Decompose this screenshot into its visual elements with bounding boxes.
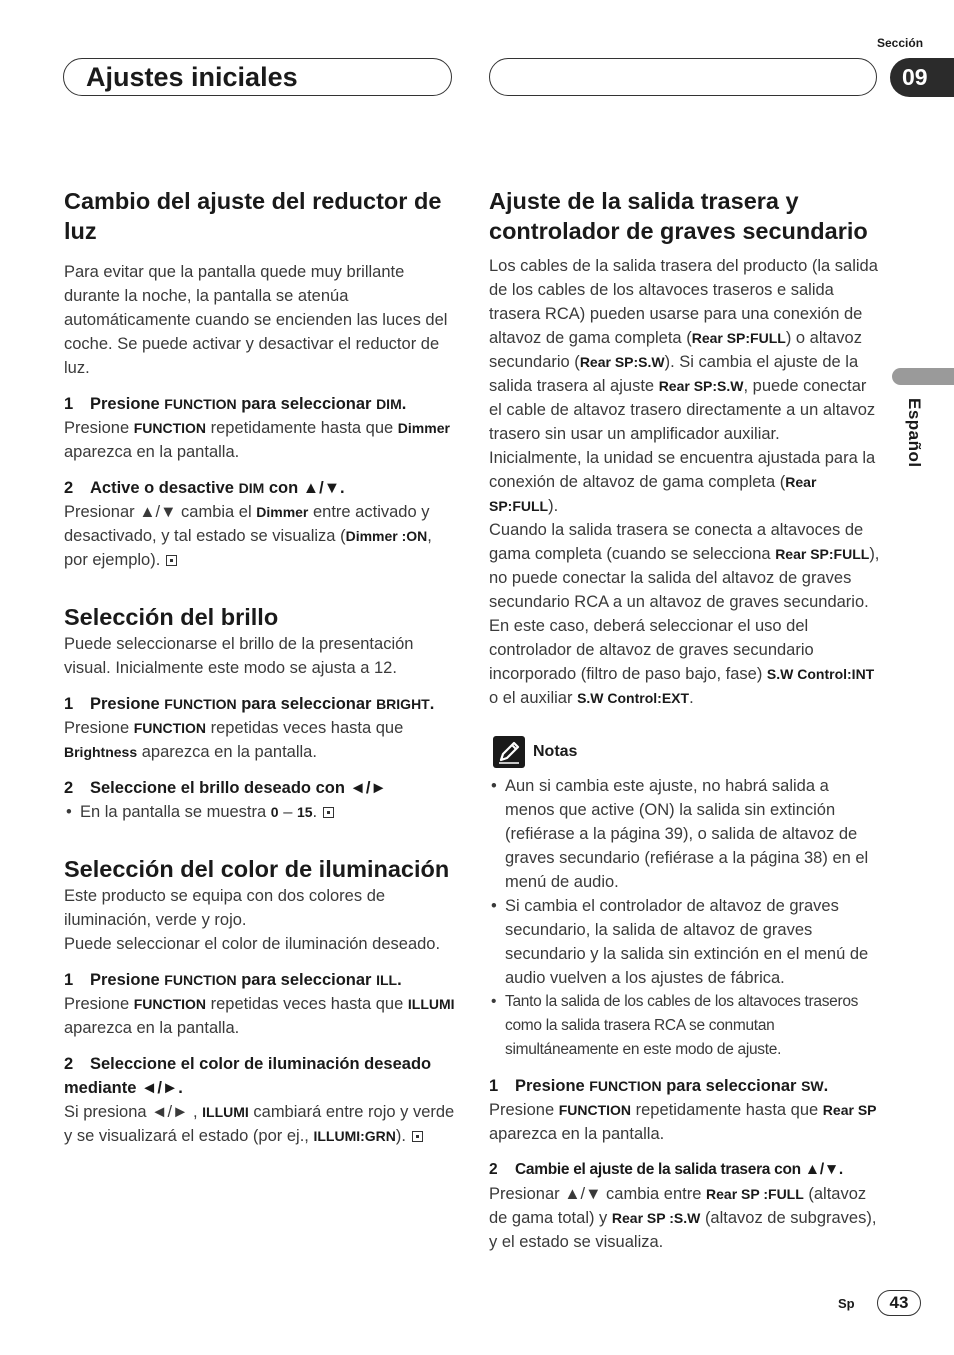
illumination-step-1: 1 Presione FUNCTION para seleccionar ILL. [64, 971, 402, 989]
footer-lang-code: Sp [838, 1296, 855, 1311]
notes-list [489, 774, 881, 1062]
heading-illumination: Selección del color de iluminación [64, 856, 450, 882]
rear-output-step-1: 1 Presione FUNCTION para seleccionar SW. [489, 1077, 829, 1095]
illumination-intro-2: Puede seleccionar el color de iluminación deseado. [64, 935, 441, 953]
note-item: • Si cambia el controlador de altavoz de graves secundario, la salida de altavoz de graves secundario y la salida sin extinción en el menú de audio vuelven a los ajustes de fábrica. [489, 894, 881, 990]
note-item: • Tanto la salida de los cables de los altavoces traseros como la salida trasera RCA se conmutan simultáneamente en este modo de ajuste. [489, 990, 881, 1062]
note-pencil-icon [493, 736, 525, 768]
illumination-step-2: 2 Seleccione el color de iluminación deseado mediante ◄/►. [64, 1055, 432, 1097]
heading-dimmer: Cambio del ajuste del reductor de luz [64, 188, 442, 244]
brightness-step-2: 2 Seleccione el brillo deseado con ◄/► [64, 779, 387, 797]
section-number-badge: 09 [890, 58, 954, 97]
left-column [64, 186, 456, 1148]
dimmer-step-2: 2 Active o desactive DIM con ▲/▼. [64, 479, 345, 497]
brightness-step-1: 1 Presione FUNCTION para seleccionar BRIGHT. [64, 695, 435, 713]
end-mark-icon [166, 555, 177, 566]
illumination-intro-1: Este producto se equipa con dos colores de iluminación, verde y rojo. [64, 887, 386, 929]
illumination-step-1-body: Presione FUNCTION repetidas veces hasta que ILLUMI aparezca en la pantalla. [64, 995, 455, 1037]
rear-output-para-1: Los cables de la salida trasera del producto (la salida de los cables de los altavoces traseros e salida trasera RCA) pueden usarse para una conexión de altavoz de gama completa (Rear SP:FULL) o altavoz secundario (Rear SP:S.W). Si cambia el ajuste de la salida trasera al ajuste Rear SP:S.W, puede conectar el cable de altavoz trasero directamente a un altavoz trasero sin usar un amplificador auxiliar. [489, 257, 878, 443]
notes-label: Notas [533, 743, 578, 760]
brightness-step-1-body: Presione FUNCTION repetidas veces hasta que Brightness aparezca en la pantalla. [64, 719, 404, 761]
heading-rear-output: Ajuste de la salida trasera y controlador de graves secundario [489, 188, 868, 244]
illumination-step-2-body: Si presiona ◄/► , ILLUMI cambiará entre rojo y verde y se visualizará el estado (por ej., ILLUMI:GRN). [64, 1103, 455, 1145]
title-pill [63, 58, 452, 96]
dimmer-step-1-body: Presione FUNCTION repetidamente hasta que Dimmer aparezca en la pantalla. [64, 419, 450, 461]
rear-output-step-2-body: Presionar ▲/▼ cambia entre Rear SP :FULL (altavoz de gama total) y Rear SP :S.W (altavoz de subgraves), y el estado se visualiza. [489, 1185, 877, 1251]
language-tab-marker [892, 368, 954, 385]
language-label: Español [905, 398, 924, 468]
dimmer-step-2-body: Presionar ▲/▼ cambia el Dimmer entre activado y desactivado, y tal estado se visualiza (Dimmer :ON, por ejemplo). [64, 503, 432, 569]
note-item: • Aun si cambia este ajuste, no habrá salida a menos que active (ON) la salida sin extinción (refiérase a la página 39), o salida de altavoz de graves secundario (refiérase a la página 38) en el menú de audio. [489, 774, 881, 894]
rear-output-para-3: Cuando la salida trasera se conecta a altavoces de gama completa (cuando se selecciona Rear SP:FULL), no puede conectar la salida del altavoz de graves secundario RCA a un altavoz de graves secundario. En este caso, deberá seleccionar el uso del controlador de altavoz de graves secundario incorporado (filtro de paso bajo, fase) S.W Control:INT o el auxiliar S.W Control:EXT. [489, 521, 880, 707]
end-mark-icon [323, 807, 334, 818]
heading-brightness: Selección del brillo [64, 604, 279, 630]
page-number: 43 [877, 1290, 921, 1316]
rear-output-para-2: Inicialmente, la unidad se encuentra ajustada para la conexión de altavoz de gama completa (Rear SP:FULL). [489, 449, 876, 515]
right-column [489, 186, 881, 1254]
dimmer-intro: Para evitar que la pantalla quede muy brillante durante la noche, la pantalla se atenúa automáticamente cuando se encienden las luces del coche. Se puede activar y desactivar el reductor de luz. [64, 263, 448, 377]
rear-output-step-1-body: Presione FUNCTION repetidamente hasta que Rear SP aparezca en la pantalla. [489, 1101, 877, 1143]
notes-header [489, 736, 881, 768]
brightness-intro: Puede seleccionarse el brillo de la presentación visual. Inicialmente este modo se ajusta a 12. [64, 635, 414, 677]
rear-output-step-2: 2 Cambie el ajuste de la salida trasera con ▲/▼. [489, 1161, 843, 1178]
end-mark-icon [412, 1131, 423, 1142]
brightness-step-2-bullet: • En la pantalla se muestra 0 – 15. [64, 800, 456, 824]
section-label: Sección [877, 36, 924, 50]
dimmer-step-1: 1 Presione FUNCTION para seleccionar DIM. [64, 395, 407, 413]
page-title: Ajustes iniciales [86, 62, 298, 92]
empty-pill [489, 58, 877, 96]
